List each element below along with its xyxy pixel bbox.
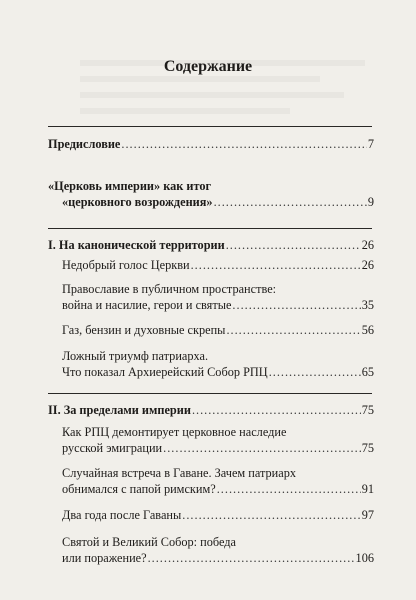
toc-entry-title-continuation: или поражение?	[62, 550, 147, 565]
toc-leader-dots	[148, 551, 355, 567]
toc-entry-title: Предисловие	[48, 137, 121, 151]
toc-leader-dots	[217, 482, 361, 498]
toc-entry-title-continuation: «церковного возрождения»	[62, 194, 213, 209]
toc-page-number: 106	[355, 550, 374, 565]
toc-page-number: 75	[361, 403, 374, 417]
toc-entry	[62, 466, 374, 497]
toc-entry-title: Случайная встреча в Гаване. Зачем патриарх	[62, 466, 296, 480]
toc-entry	[62, 425, 374, 456]
toc-page-number: 91	[361, 481, 374, 496]
toc-entry	[62, 282, 374, 313]
toc-entry-title-continuation: Что показал Архиерейский Собор РПЦ	[62, 364, 268, 379]
toc-leader-dots	[182, 508, 360, 524]
toc-entry	[62, 508, 374, 524]
toc-page-number: 65	[361, 364, 374, 379]
toc-leader-dots	[226, 323, 360, 339]
toc-entry	[62, 323, 374, 339]
toc-entry-title-continuation: русской эмиграции	[62, 440, 163, 455]
toc-entry	[62, 349, 374, 380]
toc-leader-dots	[121, 137, 366, 153]
toc-leader-dots	[163, 441, 361, 457]
toc-entry-title: Газ, бензин и духовные скрепы	[62, 323, 226, 337]
toc-entry-title: I. На канонической территории	[48, 238, 225, 252]
toc-leader-dots	[226, 238, 361, 254]
toc-entry-preface	[48, 137, 374, 153]
toc-entry-title: Ложный триумф патриарха.	[62, 349, 209, 363]
toc-entry	[62, 258, 374, 274]
toc-entry-title: «Церковь империи» как итог	[48, 179, 212, 193]
toc-entry-title: Недобрый голос Церкви	[62, 258, 190, 272]
toc-entry-title: Два года после Гаваны	[62, 508, 182, 522]
toc-entry-title: Святой и Великий Собор: победа	[62, 535, 236, 549]
section-divider	[48, 393, 372, 394]
toc-page-number: 9	[367, 194, 374, 209]
toc-page-number: 7	[367, 137, 374, 151]
toc-page-number: 35	[361, 297, 374, 312]
toc-entry-title: Православие в публичном пространстве:	[62, 282, 277, 296]
toc-page-number: 26	[361, 238, 374, 252]
section-divider	[48, 126, 372, 127]
toc-entry	[62, 535, 374, 566]
toc-entry-title: Как РПЦ демонтирует церковное наследие	[62, 425, 287, 439]
toc-part-1	[48, 238, 374, 254]
toc-page-number: 56	[361, 323, 374, 337]
toc-leader-dots	[191, 258, 361, 274]
toc-leader-dots	[214, 195, 367, 211]
toc-entry-title-continuation: обнимался с папой римским?	[62, 481, 216, 496]
section-divider	[48, 228, 372, 229]
toc-entry-title: II. За пределами империи	[48, 403, 191, 417]
page-title: Содержание	[163, 58, 253, 75]
toc-entry-title-continuation: война и насилие, герои и святые	[62, 297, 232, 312]
toc-part-2	[48, 403, 374, 419]
toc-entry-church-of-empire	[48, 179, 374, 210]
toc-page-number: 26	[361, 258, 374, 272]
toc-page-number: 75	[361, 440, 374, 455]
toc-page-number: 97	[361, 508, 374, 522]
toc-leader-dots	[232, 298, 360, 314]
toc-leader-dots	[192, 403, 361, 419]
toc-leader-dots	[269, 365, 361, 381]
